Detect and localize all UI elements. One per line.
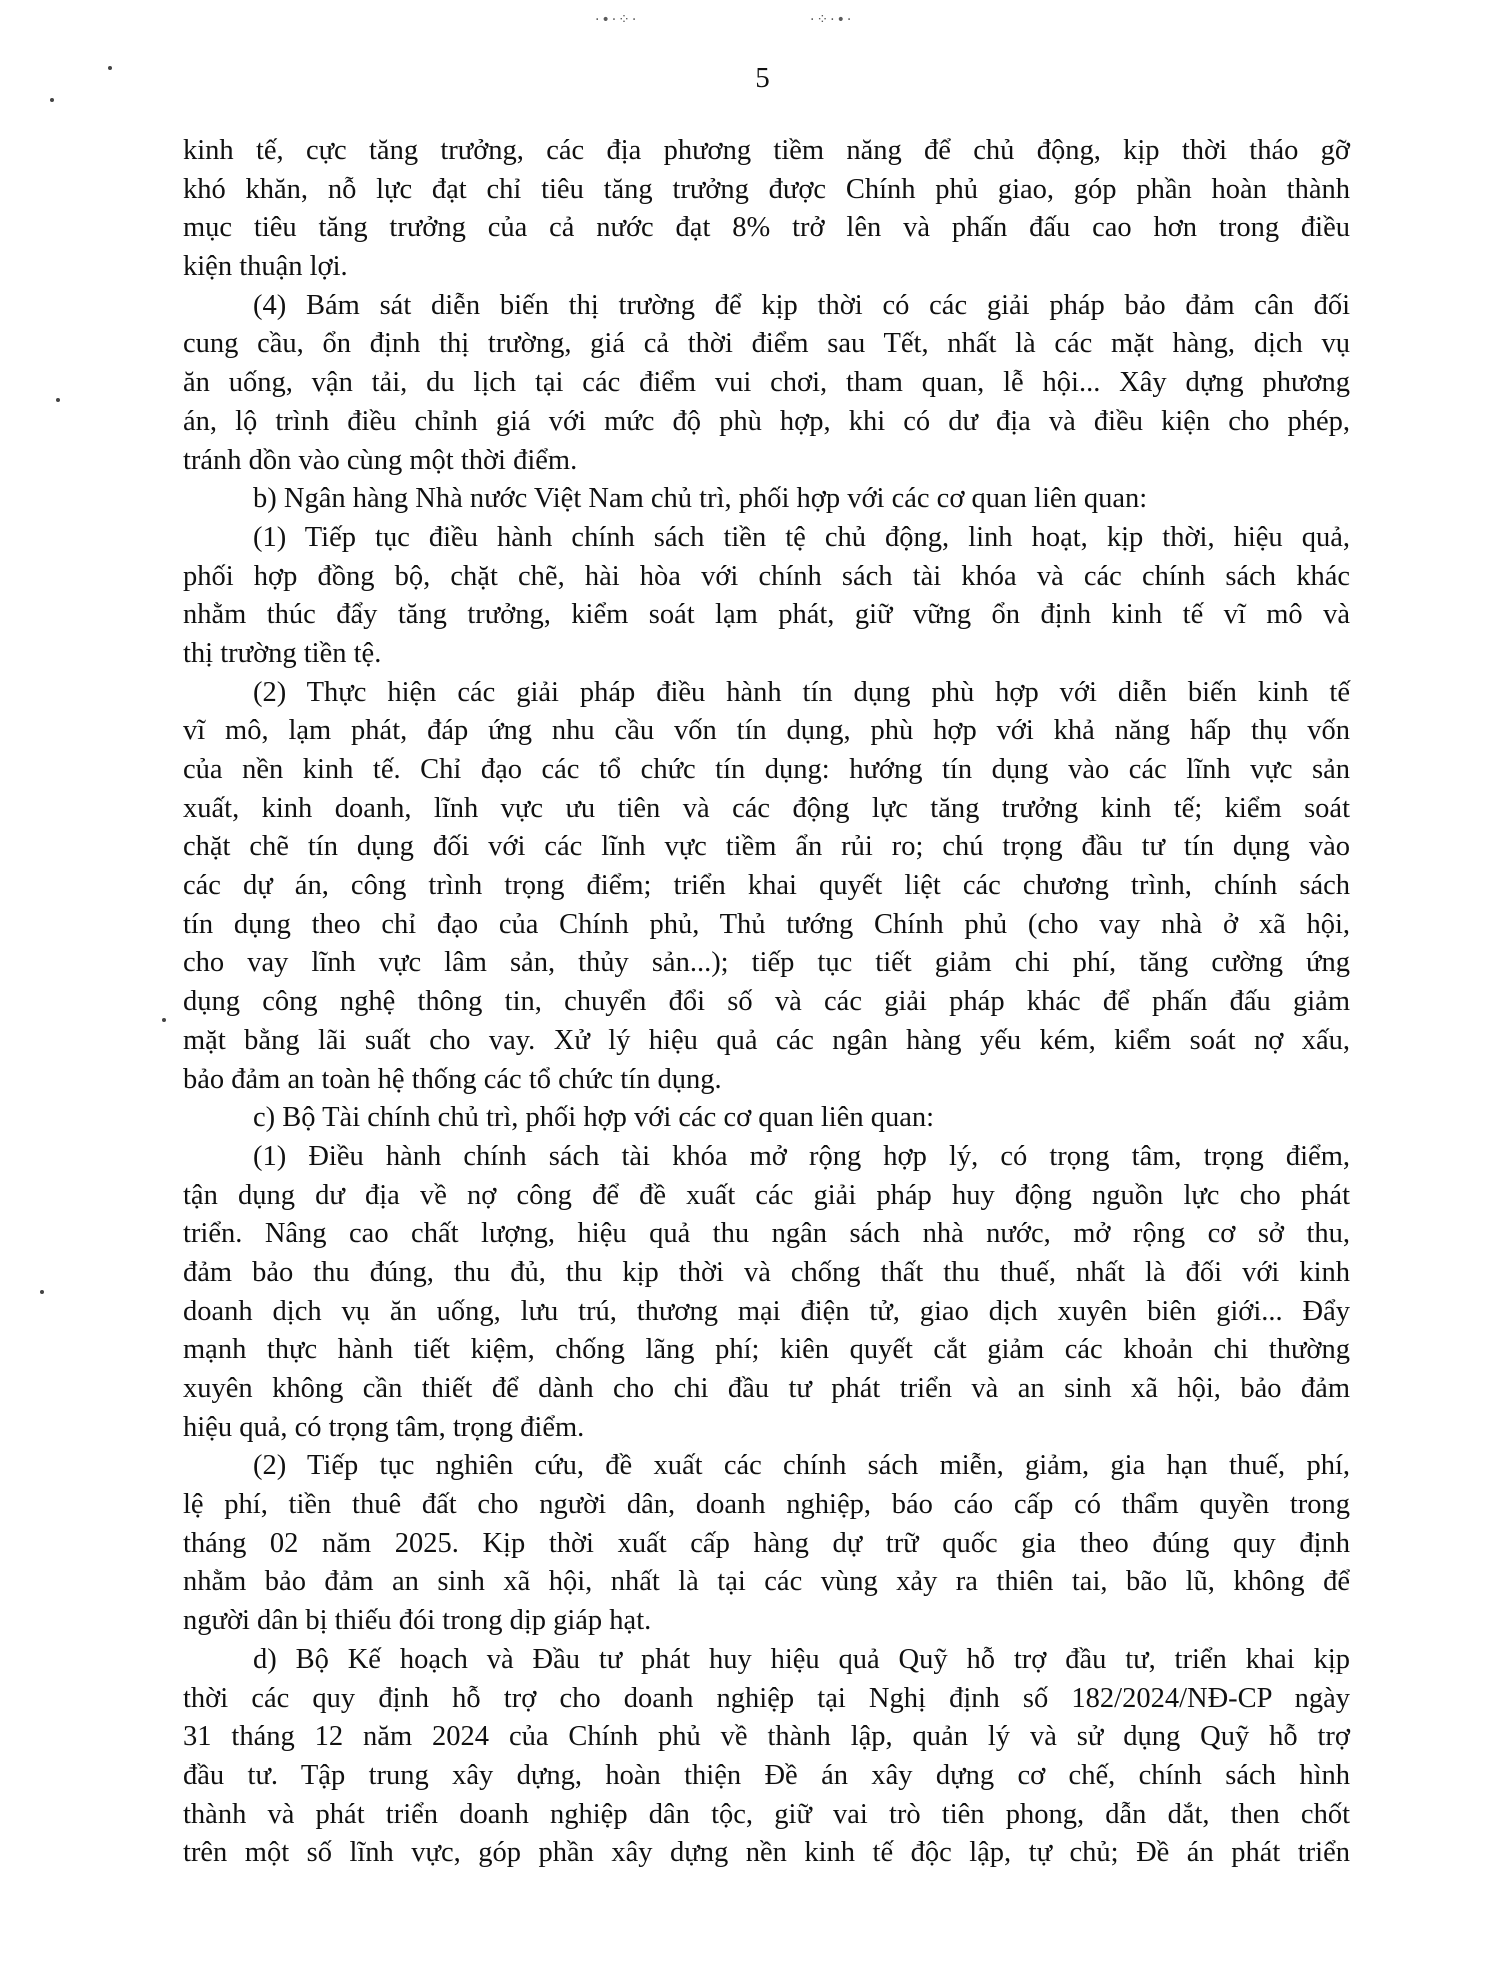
text-line: doanh dịch vụ ăn uống, lưu trú, thương mại điện tử, giao dịch xuyên biên giới... Đẩy <box>183 1295 1350 1327</box>
text-line: thời các quy định hỗ trợ cho doanh nghiệp tại Nghị định số 182/2024/NĐ-CP ngày <box>183 1682 1350 1714</box>
page-number: 5 <box>755 62 770 94</box>
text-line: (2) Tiếp tục nghiên cứu, đề xuất các chính sách miễn, giảm, gia hạn thuế, phí, <box>253 1450 1350 1482</box>
text-line: trên một số lĩnh vực, góp phần xây dựng nền kinh tế độc lập, tự chủ; Đề án phát triển <box>183 1837 1350 1869</box>
text-line: dụng công nghệ thông tin, chuyển đổi số và các giải pháp khác để phấn đấu giảm <box>183 986 1350 1018</box>
text-line: b) Ngân hàng Nhà nước Việt Nam chủ trì, phối hợp với các cơ quan liên quan: <box>253 483 1148 515</box>
text-line: nhằm bảo đảm an sinh xã hội, nhất là tại các vùng xảy ra thiên tai, bão lũ, không để <box>183 1566 1350 1598</box>
text-line: thị trường tiền tệ. <box>183 637 382 669</box>
text-line: triển. Nâng cao chất lượng, hiệu quả thu ngân sách nhà nước, mở rộng cơ sở thu, <box>183 1218 1350 1250</box>
text-line: ăn uống, vận tải, du lịch tại các điểm vui chơi, tham quan, lễ hội... Xây dựng phương <box>183 367 1350 399</box>
text-line: tín dụng theo chỉ đạo của Chính phủ, Thủ tướng Chính phủ (cho vay nhà ở xã hội, <box>183 908 1350 940</box>
text-line: tránh dồn vào cùng một thời điểm. <box>183 444 578 476</box>
text-line: (2) Thực hiện các giải pháp điều hành tín dụng phù hợp với diễn biến kinh tế <box>253 676 1350 708</box>
scan-artifact: ·⁘·•· <box>810 12 854 28</box>
text-line: chặt chẽ tín dụng đối với các lĩnh vực tiềm ẩn rủi ro; chú trọng đầu tư tín dụng vào <box>183 831 1350 863</box>
text-line: kinh tế, cực tăng trưởng, các địa phương tiềm năng để chủ động, kịp thời tháo gỡ <box>183 135 1350 166</box>
text-line: mặt bằng lãi suất cho vay. Xử lý hiệu quả các ngân hàng yếu kém, kiểm soát nợ xấu, <box>183 1024 1350 1056</box>
text-line: d) Bộ Kế hoạch và Đầu tư phát huy hiệu quả Quỹ hỗ trợ đầu tư, triển khai kịp <box>253 1643 1350 1675</box>
text-line: cho vay lĩnh vực lâm sản, thủy sản...); tiếp tục tiết giảm chi phí, tăng cường ứng <box>183 947 1350 979</box>
text-line: phối hợp đồng bộ, chặt chẽ, hài hòa với chính sách tài khóa và các chính sách khác <box>183 560 1350 592</box>
scan-speck <box>162 1018 166 1022</box>
text-line: vĩ mô, lạm phát, đáp ứng nhu cầu vốn tín dụng, phù hợp với khả năng hấp thụ vốn <box>183 715 1350 747</box>
text-line: thành và phát triển doanh nghiệp dân tộc, giữ vai trò tiên phong, dẫn dắt, then chốt <box>183 1798 1350 1830</box>
text-line: nhằm thúc đẩy tăng trưởng, kiểm soát lạm phát, giữ vững ổn định kinh tế vĩ mô và <box>183 599 1350 631</box>
scan-speck <box>50 98 54 102</box>
text-line: đầu tư. Tập trung xây dựng, hoàn thiện Đề án xây dựng cơ chế, chính sách hình <box>183 1759 1350 1791</box>
text-line: xuyên không cần thiết để dành cho chi đầu tư phát triển và an sinh xã hội, bảo đảm <box>183 1373 1350 1404</box>
text-line: (1) Điều hành chính sách tài khóa mở rộng hợp lý, có trọng tâm, trọng điểm, <box>253 1140 1350 1172</box>
text-line: hiệu quả, có trọng tâm, trọng điểm. <box>183 1411 585 1443</box>
text-line: các dự án, công trình trọng điểm; triển khai quyết liệt các chương trình, chính sách <box>183 870 1350 902</box>
text-line: án, lộ trình điều chỉnh giá với mức độ phù hợp, khi có dư địa và điều kiện cho phép, <box>183 405 1350 437</box>
text-line: xuất, kinh doanh, lĩnh vực ưu tiên và các động lực tăng trưởng kinh tế; kiểm soát <box>183 792 1350 824</box>
text-line: tháng 02 năm 2025. Kịp thời xuất cấp hàng dự trữ quốc gia theo đúng quy định <box>183 1527 1350 1559</box>
text-line: khó khăn, nỗ lực đạt chỉ tiêu tăng trưởng được Chính phủ giao, góp phần hoàn thành <box>183 173 1350 205</box>
text-line: tận dụng dư địa về nợ công để đề xuất các giải pháp huy động nguồn lực cho phát <box>183 1179 1350 1211</box>
text-line: người dân bị thiếu đói trong dịp giáp hạt. <box>183 1605 652 1637</box>
text-line: bảo đảm an toàn hệ thống các tổ chức tín dụng. <box>183 1063 722 1095</box>
scan-artifact: ·•·⁘· <box>595 12 639 28</box>
scan-speck <box>56 398 60 402</box>
text-line: (1) Tiếp tục điều hành chính sách tiền tệ chủ động, linh hoạt, kịp thời, hiệu quả, <box>253 521 1350 553</box>
text-line: (4) Bám sát diễn biến thị trường để kịp thời có các giải pháp bảo đảm cân đối <box>253 289 1350 321</box>
text-line: mục tiêu tăng trưởng của cả nước đạt 8% trở lên và phấn đấu cao hơn trong điều <box>183 212 1350 244</box>
text-line: kiện thuận lợi. <box>183 251 348 283</box>
text-line: c) Bộ Tài chính chủ trì, phối hợp với các cơ quan liên quan: <box>253 1102 935 1134</box>
scan-speck <box>40 1290 44 1294</box>
text-line: mạnh thực hành tiết kiệm, chống lãng phí; kiên quyết cắt giảm các khoản chi thường <box>183 1334 1350 1366</box>
text-line: của nền kinh tế. Chỉ đạo các tổ chức tín dụng: hướng tín dụng vào các lĩnh vực sản <box>183 754 1350 785</box>
text-line: đảm bảo thu đúng, thu đủ, thu kịp thời và chống thất thu thuế, nhất là đối với kinh <box>183 1256 1350 1288</box>
text-line: lệ phí, tiền thuê đất cho người dân, doanh nghiệp, báo cáo cấp có thẩm quyền trong <box>183 1489 1350 1521</box>
text-line: cung cầu, ổn định thị trường, giá cả thời điểm sau Tết, nhất là các mặt hàng, dịch vụ <box>183 328 1350 360</box>
text-line: 31 tháng 12 năm 2024 của Chính phủ về thành lập, quản lý và sử dụng Quỹ hỗ trợ <box>183 1721 1350 1753</box>
document-body <box>183 132 1350 1873</box>
